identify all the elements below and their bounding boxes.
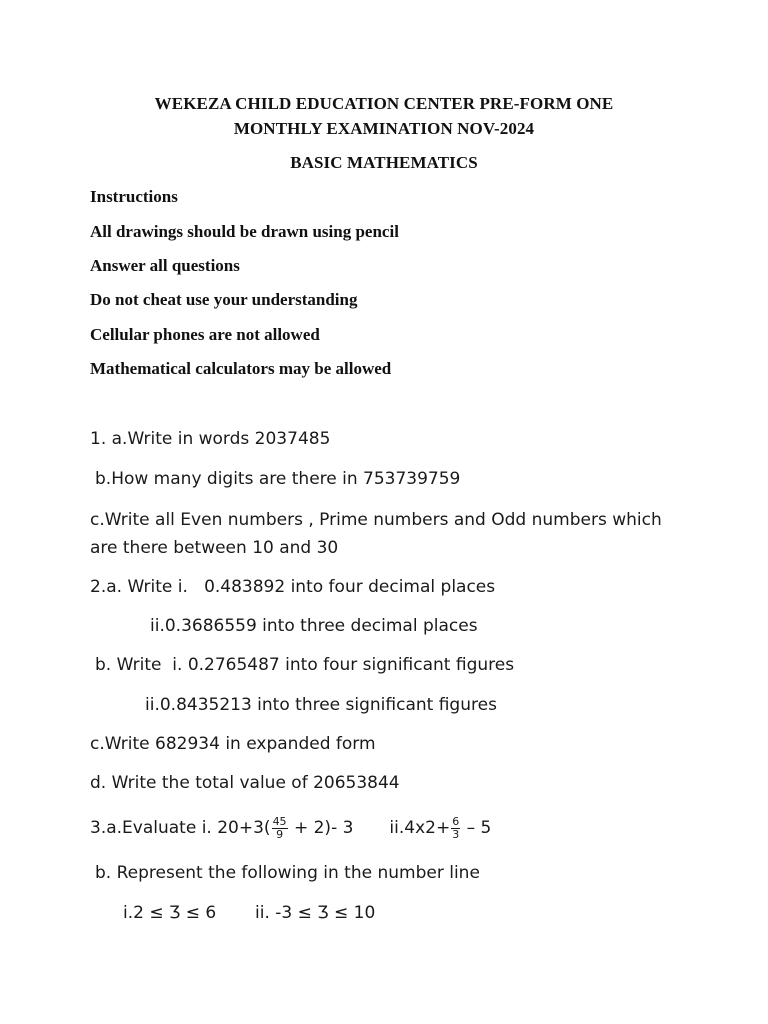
question-2a-i: 2.a. Write i. 0.483892 into four decimal places bbox=[90, 577, 496, 597]
fraction-45-over-9 bbox=[272, 816, 288, 841]
fraction-numerator: 6 bbox=[452, 814, 460, 828]
instruction-item: Cellular phones are not allowed bbox=[90, 325, 320, 344]
question-1a: 1. a.Write in words 2037485 bbox=[90, 429, 331, 449]
fraction-numerator: 45 bbox=[272, 814, 287, 828]
question-3b-ii: ii. -3 ≤ Ʒ ≤ 10 bbox=[255, 903, 376, 923]
fraction-denominator: 3 bbox=[452, 827, 460, 841]
instructions-heading: Instructions bbox=[90, 187, 178, 206]
question-3a bbox=[90, 810, 491, 846]
subject-title: BASIC MATHEMATICS bbox=[290, 153, 478, 172]
question-3b: b. Represent the following in the number line bbox=[95, 863, 480, 883]
q3a-mid: + 2)- 3 bbox=[288, 818, 354, 838]
q3a-part2-prefix: ii.4x2+ bbox=[389, 818, 451, 838]
fraction-6-over-3 bbox=[451, 816, 460, 841]
question-2b-ii: ii.0.8435213 into three significant figures bbox=[145, 695, 497, 715]
question-1b: b.How many digits are there in 753739759 bbox=[95, 469, 461, 489]
question-2c: c.Write 682934 in expanded form bbox=[90, 734, 376, 754]
question-2a-ii: ii.0.3686559 into three decimal places bbox=[150, 616, 478, 636]
exam-title: MONTHLY EXAMINATION NOV-2024 bbox=[233, 119, 535, 138]
instruction-item: Do not cheat use your understanding bbox=[90, 290, 358, 309]
question-2b-i: b. Write i. 0.2765487 into four significant figures bbox=[95, 655, 515, 675]
q3a-part2-suffix: – 5 bbox=[461, 818, 492, 838]
question-3b-i: i.2 ≤ Ʒ ≤ 6 bbox=[123, 903, 217, 923]
instruction-item: Answer all questions bbox=[90, 256, 240, 275]
instruction-item: Mathematical calculators may be allowed bbox=[90, 359, 392, 378]
question-1c-line1: c.Write all Even numbers , Prime numbers and Odd numbers which bbox=[90, 510, 662, 530]
question-2d: d. Write the total value of 20653844 bbox=[90, 773, 400, 793]
school-title: WEKEZA CHILD EDUCATION CENTER PRE-FORM ONE bbox=[154, 94, 614, 113]
instruction-item: All drawings should be drawn using pencil bbox=[90, 222, 399, 241]
q3a-prefix: 3.a.Evaluate i. 20+3( bbox=[90, 818, 271, 838]
question-1c-line2: are there between 10 and 30 bbox=[90, 538, 339, 558]
fraction-denominator: 9 bbox=[276, 827, 284, 841]
